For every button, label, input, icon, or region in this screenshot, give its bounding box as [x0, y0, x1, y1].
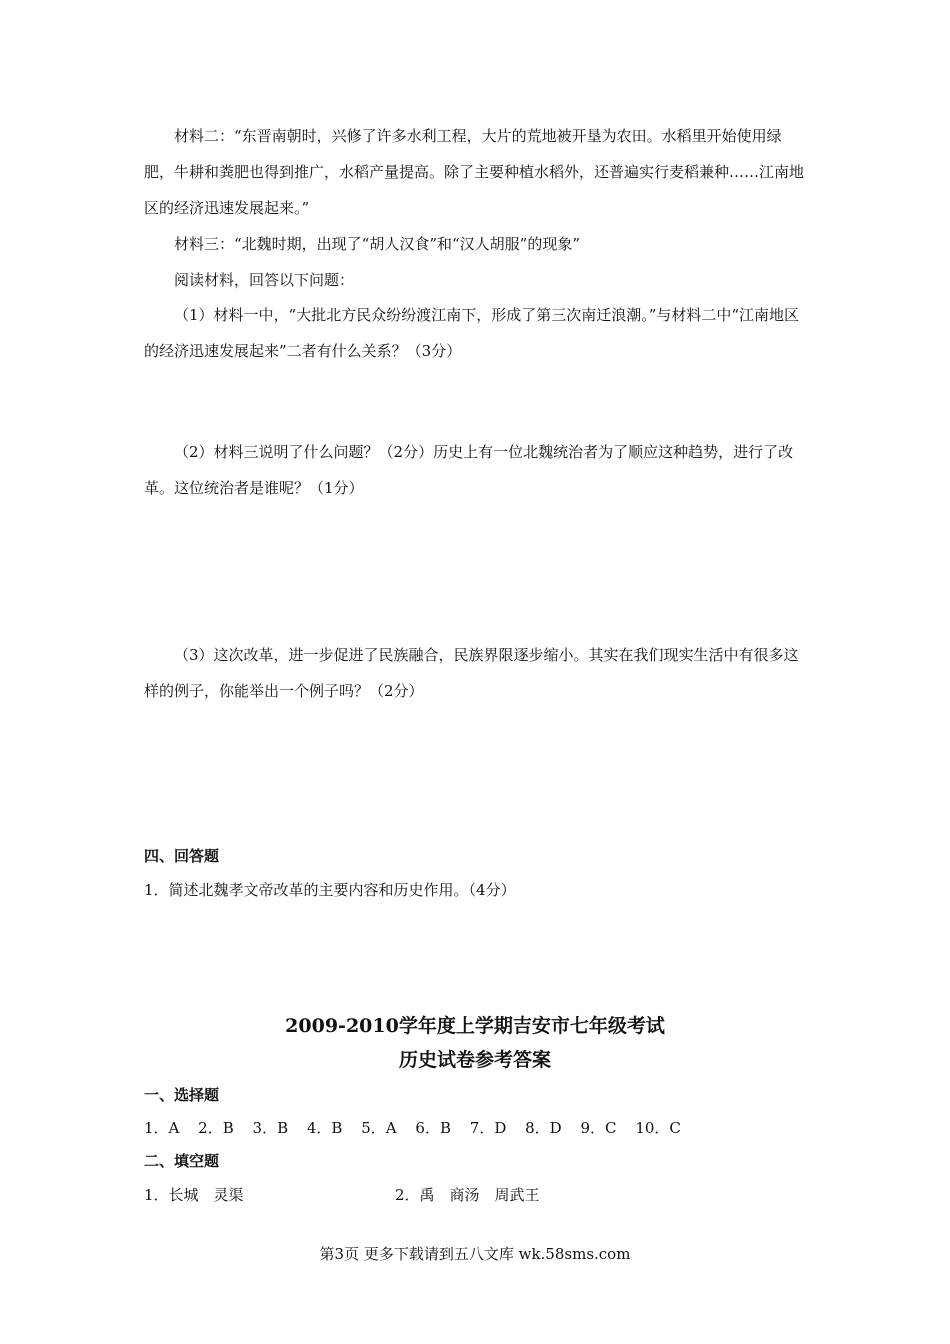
question-3: （3）这次改革，进一步促进了民族融合，民族界限逐步缩小。其实在我们现实生活中有很多这样的例子，你能举出一个例子吗？（2分） [144, 646, 799, 700]
answer-key-title: 2009-2010学年度上学期吉安市七年级考试 [285, 1015, 665, 1037]
section-one-heading: 一、选择题 [144, 1086, 220, 1104]
material-three-paragraph: 材料三：“北魏时期，出现了“胡人汉食”和“汉人胡服”的现象” [174, 235, 581, 253]
section-four-heading: 四、回答题 [144, 847, 220, 865]
choice-answer: 9．C [580, 1119, 617, 1137]
material-two-paragraph: 材料二：“东晋南朝时，兴修了许多水利工程，大片的荒地被开垦为农田。水稻里开始使用绿肥，牛耕和粪肥也得到推广，水稻产量提高。除了主要种植水稻外，还普遍实行麦稻兼种……江南地区的经济迅速发展起来。” [144, 127, 805, 217]
reading-instruction: 阅读材料，回答以下问题： [174, 271, 355, 289]
choice-answer: 10．C [635, 1119, 681, 1137]
choice-answer: 6．B [415, 1119, 451, 1137]
question-1: （1）材料一中，“大批北方民众纷纷渡江南下，形成了第三次南迁浪潮。”与材料二中“江南地区的经济迅速发展起来”二者有什么关系？（3分） [144, 306, 800, 360]
fill-answer-2: 2．禹 商汤 周武王 [395, 1186, 540, 1204]
choice-answer: 2．B [198, 1119, 234, 1137]
choice-answer: 5．A [361, 1119, 397, 1137]
answer-key-subtitle: 历史试卷参考答案 [398, 1049, 551, 1071]
page-footer: 第3页 更多下载请到五八文库 wk.58sms.com [319, 1245, 631, 1263]
question-2: （2）材料三说明了什么问题？（2分）历史上有一位北魏统治者为了顺应这种趋势，进行了改革。这位统治者是谁呢？（1分） [144, 443, 794, 497]
choice-answer: 7．D [469, 1119, 507, 1137]
section-two-heading: 二、填空题 [144, 1152, 220, 1170]
choice-answer: 4．B [306, 1119, 343, 1137]
fill-answer-1: 1．长城 灵渠 [144, 1186, 244, 1204]
choice-answer: 1．A [144, 1119, 180, 1137]
choice-answer: 3．B [252, 1119, 289, 1137]
choice-answers-row [144, 1113, 681, 1143]
section-four-question-1: 1．简述北魏孝文帝改革的主要内容和历史作用。（4分） [144, 881, 516, 899]
choice-answer: 8．D [525, 1119, 562, 1137]
